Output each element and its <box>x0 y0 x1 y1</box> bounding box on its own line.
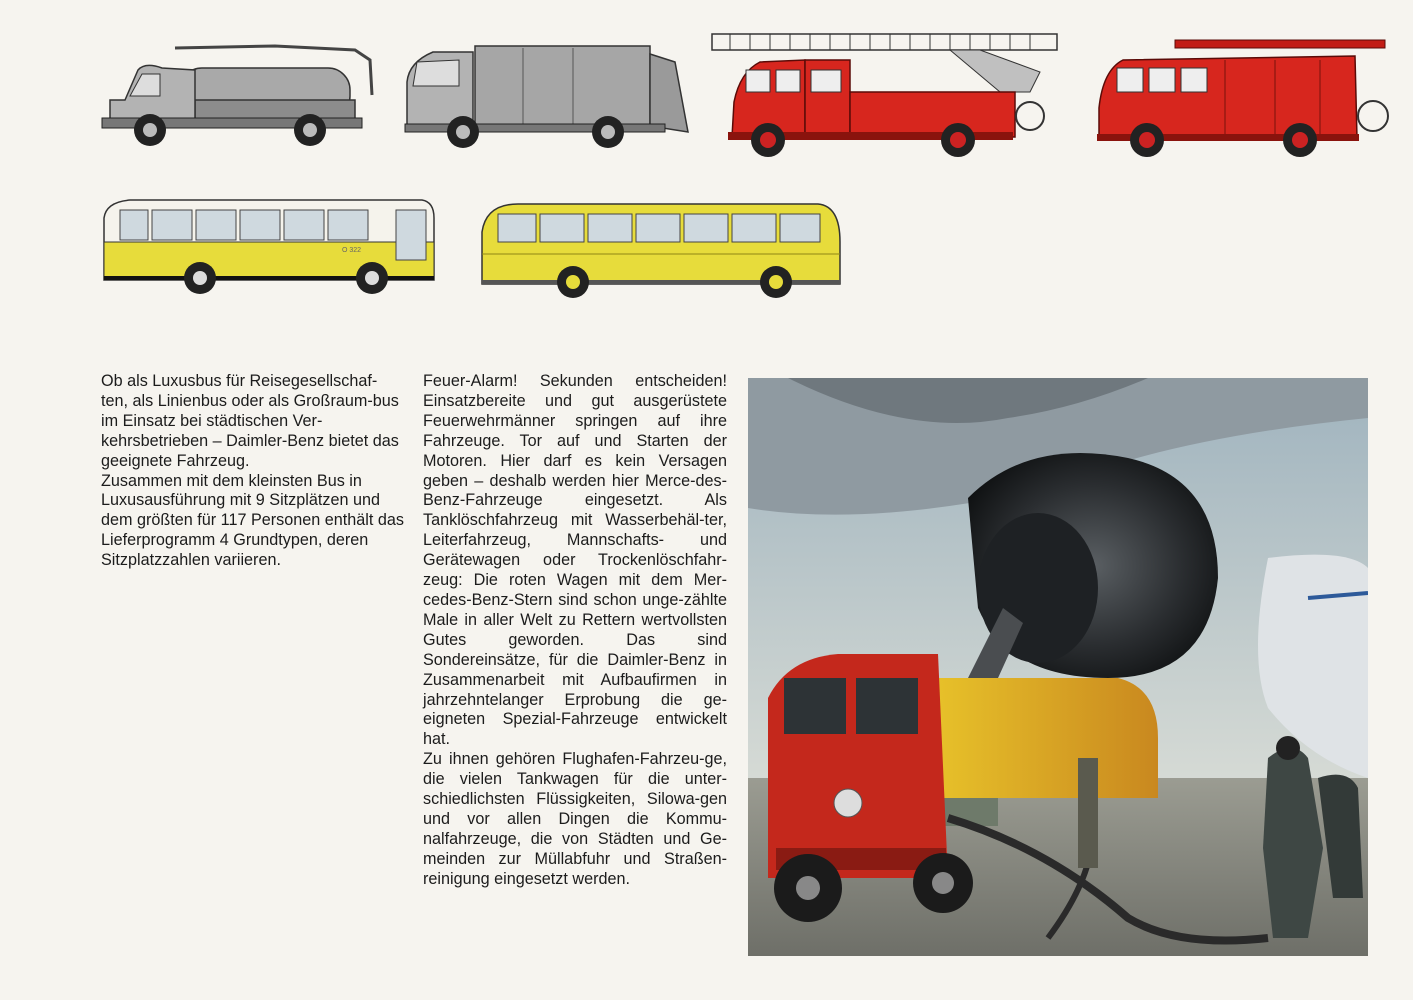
fire-engine-illustration <box>1095 38 1390 160</box>
fire-service-text-column <box>423 372 727 890</box>
bus-paragraph-1: Ob als Luxusbus für Reisegesellschaf-ten, als Linienbus oder als Großraum-bus im Einsatz bei städtischen Ver-kehrsbetrieben – Daimler-Benz bietet das geeignete Fahrzeug. <box>101 372 399 470</box>
refuse-truck-illustration <box>403 42 693 150</box>
bus-side-number: O 322 <box>342 247 362 254</box>
airport-refuelling-photo <box>748 378 1368 956</box>
fire-paragraph-2: Zu ihnen gehören Flughafen-Fahrzeu-ge, die vielen Tankwagen für die unter-schiedlichsten Flüssigkeiten, Silowa-gen und vor allen Dingen die Kommu-nalfahrzeuge, die von Städten und Ge-meinden zur Müllabfuhr und Straßen-reinigung eingesetzt werden. <box>423 750 727 888</box>
vacuum-truck-illustration <box>100 40 390 150</box>
ladder-truck-illustration <box>710 32 1060 160</box>
bus-text-column <box>101 372 404 571</box>
city-bus-illustration <box>100 198 440 298</box>
coach-bus-illustration <box>478 202 848 302</box>
bus-paragraph-2: Zusammen mit dem kleinsten Bus in Luxusausführung mit 9 Sitzplätzen und dem größten für 117 Personen enthält das Lieferprogramm 4 Grundtypen, deren Sitzplatzzahlen variieren. <box>101 471 404 570</box>
fire-paragraph-1: Feuer-Alarm! Sekunden entscheiden! Einsatzbereite und gut ausgerüstete Feuerwehrmänner springen auf ihre Fahrzeuge. Tor auf und Starten der Motoren. Hier darf es kein Versagen geben – deshalb werden hier Merce-des-Benz-Fahrzeuge eingesetzt. Als Tanklöschfahrzeug mit Wasserbehäl-ter, Leiterfahrzeug, Mannschafts- und Gerätewagen oder Trockenlöschfahr-zeug: Die roten Wagen mit dem Mer-cedes-Benz-Stern sind schon unge-zählte Male in aller Welt zu Rettern wertvollsten Gutes geworden. Das sind Sondereinsätze, für die Daimler-Benz in Zusammenarbeit mit Aufbaufirmen in jahrzehntelanger Erprobung die ge-eigneten Spezial-Fahrzeuge entwickelt hat. <box>423 372 727 749</box>
